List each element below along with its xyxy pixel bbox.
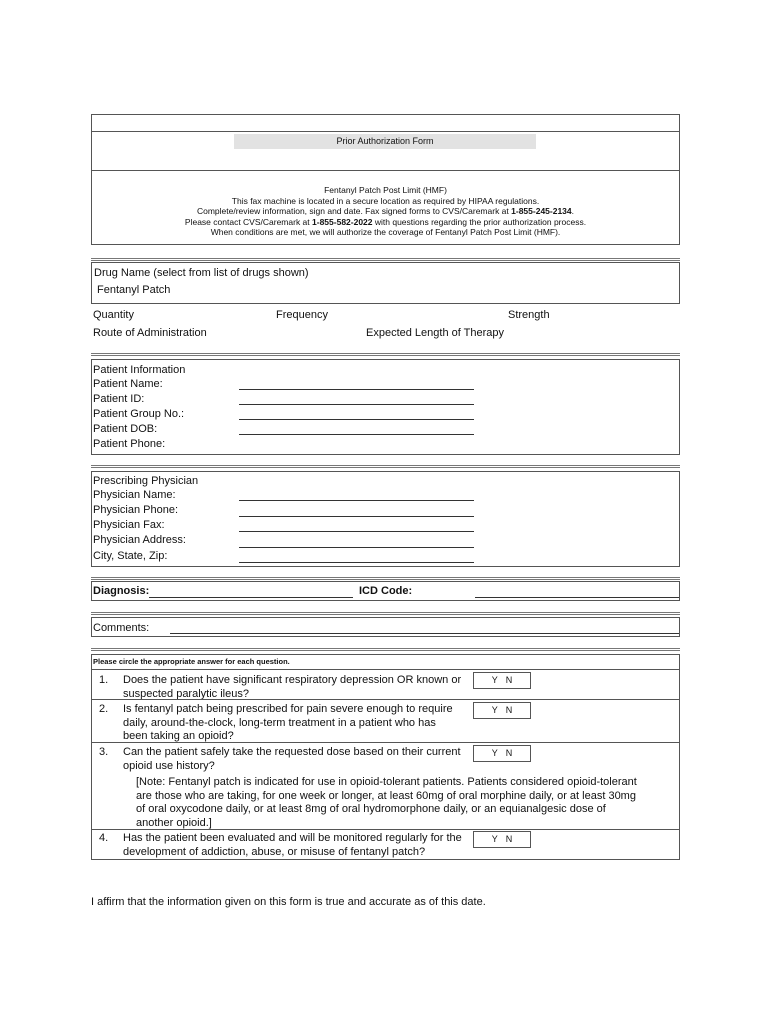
q3-yes-option[interactable]: Y xyxy=(491,748,498,758)
diagnosis-section-rule xyxy=(91,577,680,580)
patient-dob-label: Patient DOB: xyxy=(93,423,158,435)
q2-divider xyxy=(91,742,680,743)
q3-note: [Note: Fentanyl patch is indicated for use in opioid-tolerant patients. Patients considered opioid-tolerant are those who are taking, for one week or longer, at least 60mg of oral morphine daily, or at least 30mg of oral oxycodone daily, or at least 8mg of oral hydromorphone daily, or an equianalgesic dose of another opioid.] xyxy=(136,776,637,829)
quantity-label: Quantity xyxy=(93,309,134,321)
q2-no-option[interactable]: N xyxy=(505,705,513,715)
fax-number: 1-855-245-2134 xyxy=(511,206,572,217)
drug-section-rule xyxy=(91,258,680,261)
icd-code-label: ICD Code: xyxy=(359,585,413,597)
physician-phone-field[interactable] xyxy=(239,516,474,517)
comments-section-rule xyxy=(91,612,680,615)
strength-label: Strength xyxy=(508,309,550,321)
q4-yes-option[interactable]: Y xyxy=(491,834,498,844)
contact-line-post: with questions regarding the prior authorization process. xyxy=(372,216,587,227)
diagnosis-field[interactable] xyxy=(149,597,353,598)
therapy-length-label: Expected Length of Therapy xyxy=(366,327,505,339)
physician-address-label: Physician Address: xyxy=(93,534,186,546)
fax-line-post: . xyxy=(571,206,575,217)
questions-header-divider xyxy=(91,669,680,670)
hipaa-line: This fax machine is located in a secure location as required by HIPAA regulations. xyxy=(231,195,540,206)
patient-group-field[interactable] xyxy=(239,419,474,420)
q3-answer-box[interactable] xyxy=(473,745,531,762)
q3-divider xyxy=(91,829,680,830)
route-label: Route of Administration xyxy=(93,327,207,339)
fax-line-pre: Complete/review information, sign and date. Fax signed forms to CVS/Caremark at xyxy=(196,206,512,217)
affirmation-statement: I affirm that the information given on this form is true and accurate as of this date. xyxy=(91,896,486,908)
contact-line xyxy=(91,217,680,228)
questions-section-rule xyxy=(91,648,680,651)
q4-number: 4. xyxy=(99,832,109,844)
diagnosis-label: Diagnosis: xyxy=(93,585,150,597)
q4-no-option[interactable]: N xyxy=(505,834,513,844)
patient-id-field[interactable] xyxy=(239,404,474,405)
patient-name-field[interactable] xyxy=(239,389,474,390)
physician-name-field[interactable] xyxy=(239,500,474,501)
frequency-label: Frequency xyxy=(276,309,328,321)
physician-fax-label: Physician Fax: xyxy=(93,519,165,531)
physician-address-field[interactable] xyxy=(239,547,474,548)
questions-instruction: Please circle the appropriate answer for each question. xyxy=(93,657,290,666)
patient-heading: Patient Information xyxy=(93,364,186,376)
contact-line-pre: Please contact CVS/Caremark at xyxy=(184,216,313,227)
form-subtitle: Fentanyl Patch Post Limit (HMF) xyxy=(324,185,447,195)
comments-box xyxy=(91,617,680,637)
q1-text: Does the patient have significant respiratory depression OR known or suspected paralytic ileus? xyxy=(123,674,462,700)
drug-name-label: Drug Name (select from list of drugs shown) xyxy=(94,267,309,279)
header-instructions xyxy=(91,185,680,238)
comments-label: Comments: xyxy=(93,622,150,634)
q2-yes-option[interactable]: Y xyxy=(491,705,498,715)
physician-section-rule xyxy=(91,465,680,468)
drug-name-value[interactable]: Fentanyl Patch xyxy=(97,284,171,296)
form-title: Prior Authorization Form xyxy=(234,134,536,149)
physician-heading: Prescribing Physician xyxy=(93,475,199,487)
q1-number: 1. xyxy=(99,674,109,686)
q1-no-option[interactable]: N xyxy=(505,675,513,685)
patient-section-rule xyxy=(91,353,680,356)
patient-group-label: Patient Group No.: xyxy=(93,408,185,420)
physician-name-label: Physician Name: xyxy=(93,489,176,501)
patient-phone-label: Patient Phone: xyxy=(93,438,166,450)
q2-number: 2. xyxy=(99,703,109,715)
comments-field[interactable] xyxy=(170,633,679,634)
q4-text: Has the patient been evaluated and will be monitored regularly for the development of addiction, abuse, or misuse of fentanyl patch? xyxy=(123,832,462,858)
physician-phone-label: Physician Phone: xyxy=(93,504,178,516)
phone-number: 1-855-582-2022 xyxy=(312,216,373,227)
conditions-line: When conditions are met, we will authorize the coverage of Fentanyl Patch Post Limit (HMF). xyxy=(210,227,561,238)
q3-number: 3. xyxy=(99,746,109,758)
patient-dob-field[interactable] xyxy=(239,434,474,435)
q4-answer-box[interactable] xyxy=(473,831,531,848)
q3-text: Can the patient safely take the requested dose based on their current opioid use history? xyxy=(123,746,461,772)
q2-text: Is fentanyl patch being prescribed for pain severe enough to require daily, around-the-clock, long-term treatment in a patient who has been taking an opioid? xyxy=(123,703,453,742)
q1-yes-option[interactable]: Y xyxy=(491,675,498,685)
q1-answer-box[interactable] xyxy=(473,672,531,689)
icd-code-field[interactable] xyxy=(475,597,679,598)
physician-fax-field[interactable] xyxy=(239,531,474,532)
patient-id-label: Patient ID: xyxy=(93,393,145,405)
q1-divider xyxy=(91,699,680,700)
patient-name-label: Patient Name: xyxy=(93,378,163,390)
physician-city-field[interactable] xyxy=(239,562,474,563)
header-divider-mid xyxy=(91,170,680,171)
q2-answer-box[interactable] xyxy=(473,702,531,719)
fax-line xyxy=(91,206,680,217)
q3-no-option[interactable]: N xyxy=(505,748,513,758)
physician-city-label: City, State, Zip: xyxy=(93,550,168,562)
header-divider-top xyxy=(91,131,680,132)
